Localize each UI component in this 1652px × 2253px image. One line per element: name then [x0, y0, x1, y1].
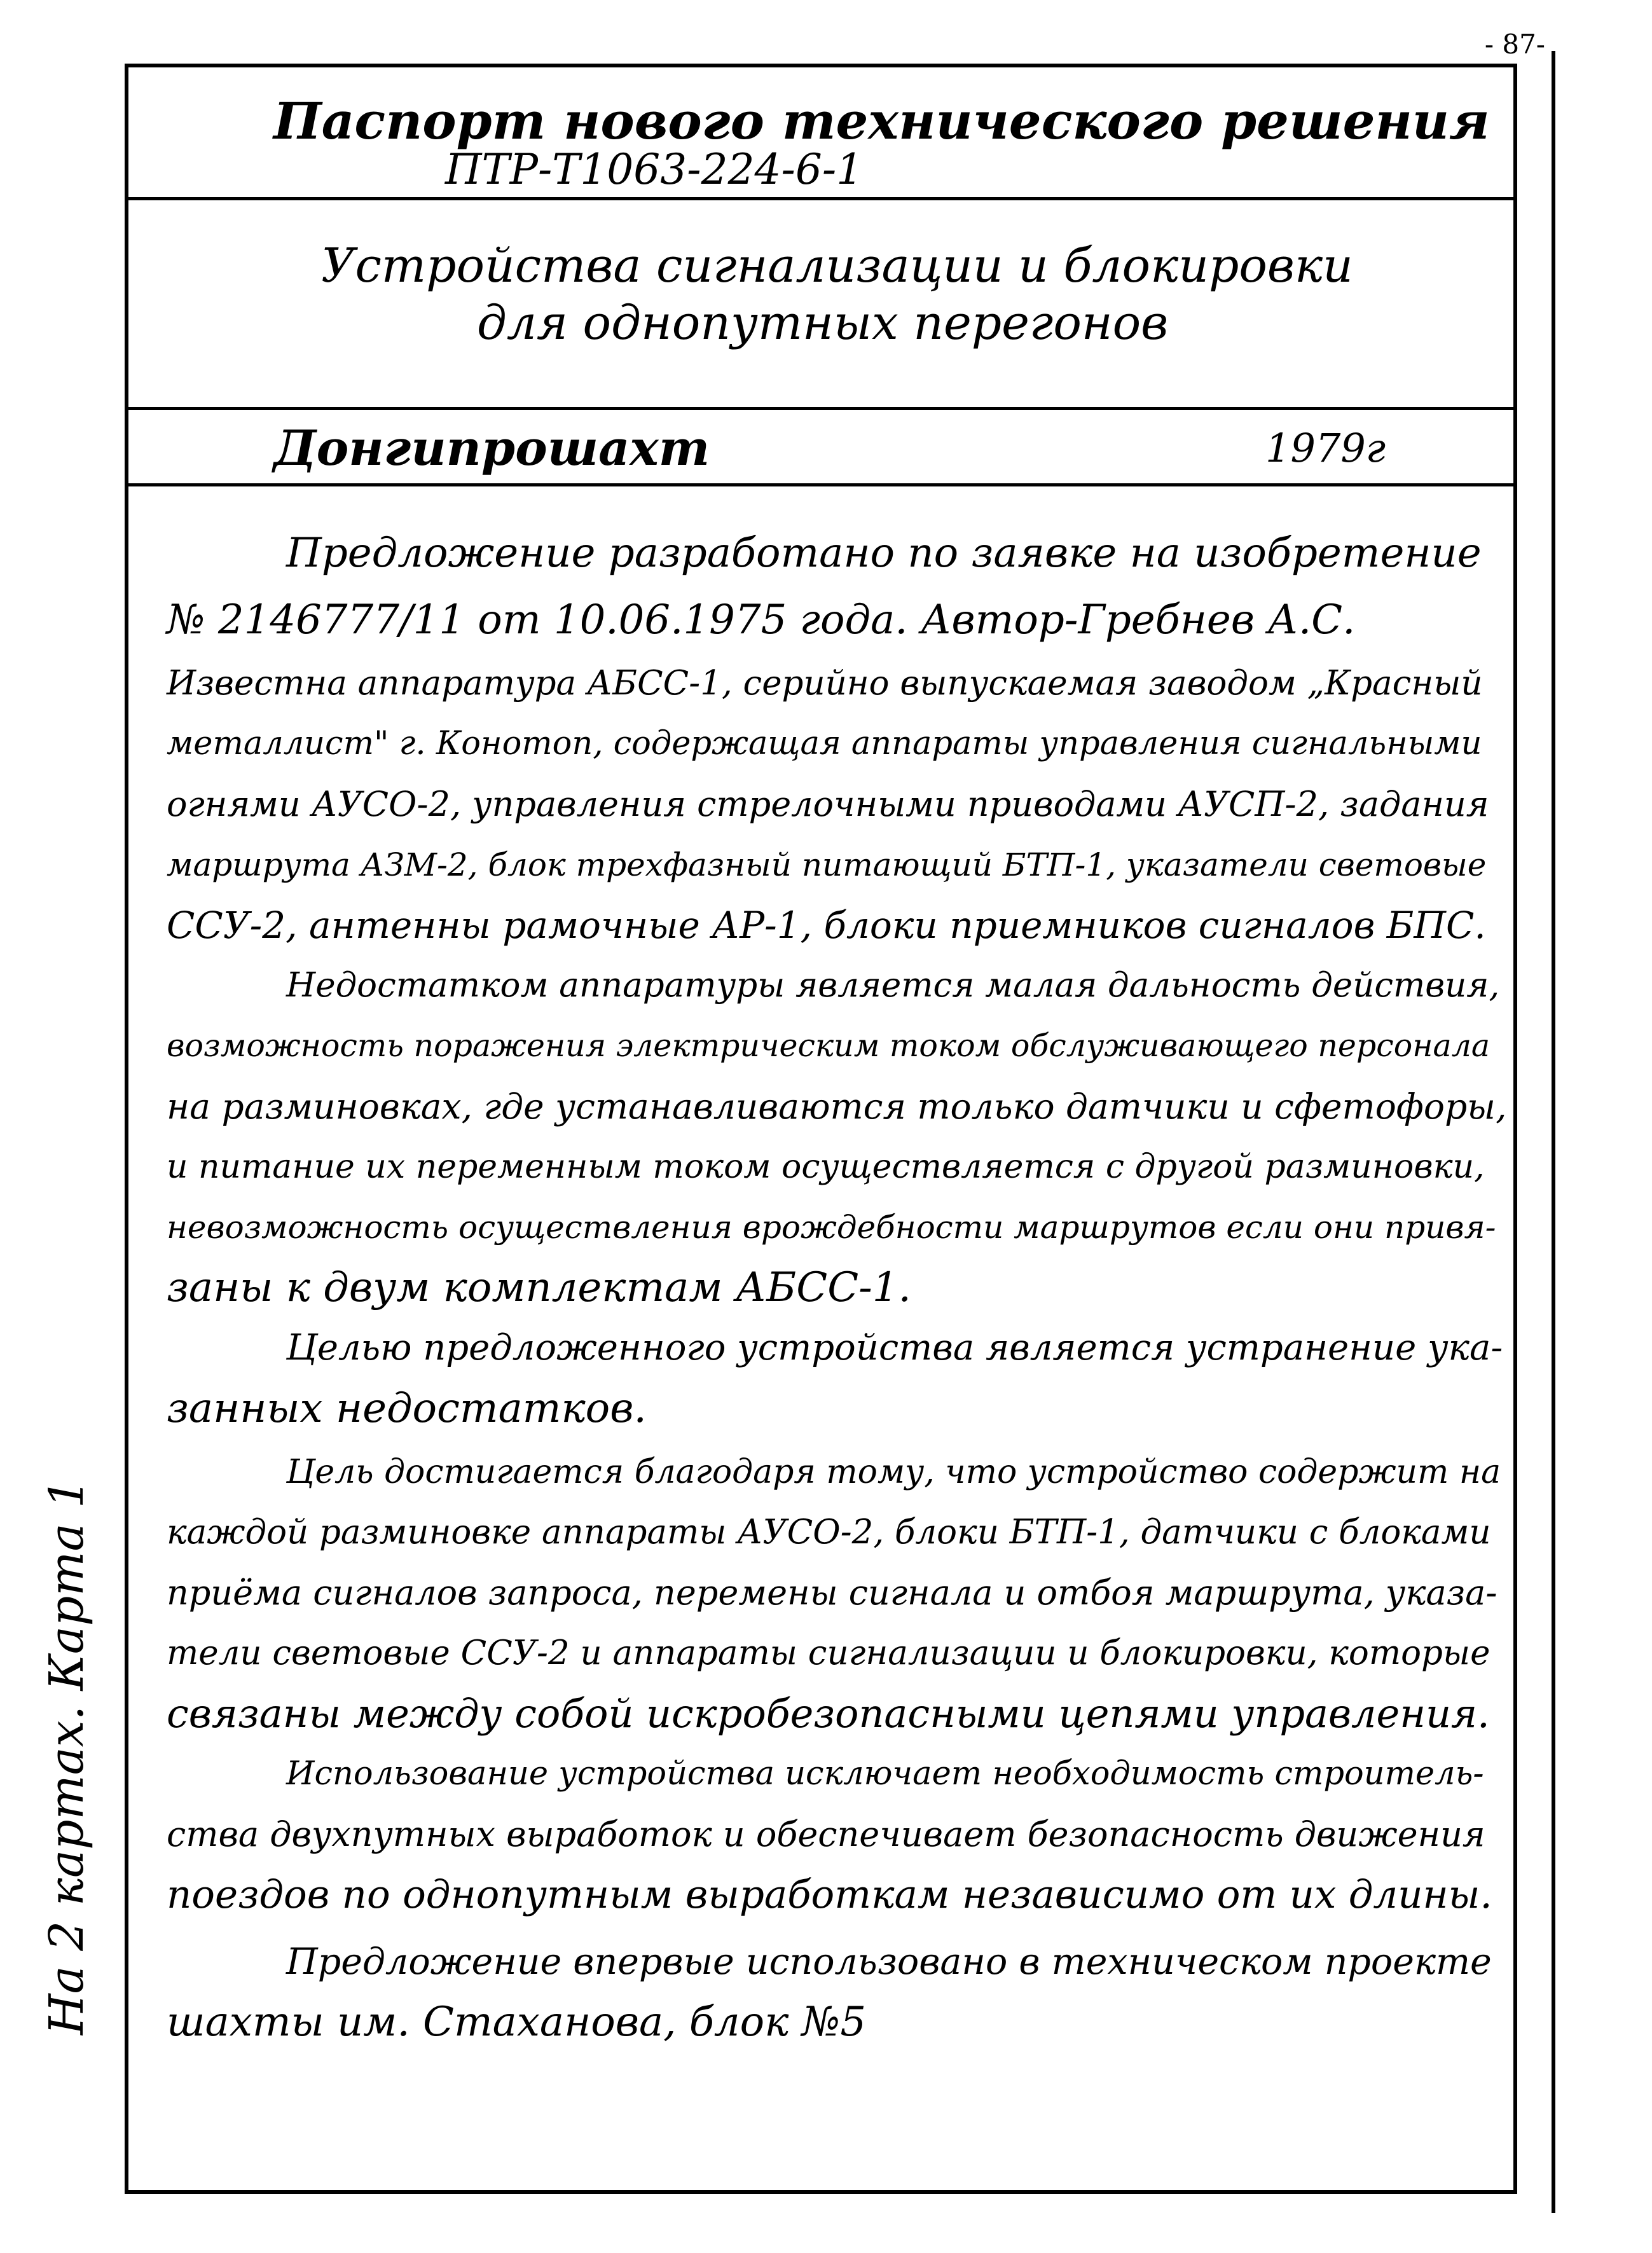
body-line: Предложение разработано по заявке на изобретение: [286, 530, 1482, 577]
body-line: невозможность осуществления врождебности маршрутов если они привя-: [167, 1209, 1496, 1246]
body-line: связаны между собой искробезопасными цепями управления.: [167, 1690, 1490, 1737]
subject-line-1: Устройства сигнализации и блокировки: [321, 238, 1353, 293]
body-line: каждой разминовке аппараты АУСО-2, блоки БТП-1, датчики с блоками: [167, 1513, 1491, 1552]
body-line: огнями АУСО-2, управления стрелочными приводами АУСП-2, задания: [167, 784, 1489, 824]
body-line: Недостатком аппаратуры является малая дальность действия,: [286, 966, 1500, 1005]
body-line: Известна аппаратура АБСС-1, серийно выпускаемая заводом „Красный: [167, 664, 1483, 703]
organization-name: Донгипрошахт: [273, 420, 710, 476]
body-line: поездов по однопутным выработкам независимо от их длины.: [167, 1872, 1492, 1917]
organization-year: 1979г: [1265, 425, 1386, 471]
body-line: металлист" г. Конотоп, содержащая аппараты управления сигнальными: [167, 725, 1482, 762]
body-line: маршрута АЗМ-2, блок трехфазный питающий БТП-1, указатели световые: [167, 846, 1487, 883]
body-line: шахты им. Стаханова, блок №5: [167, 1999, 867, 2046]
body-line: ства двухпутных выработок и обеспечивает безопасность движения: [167, 1814, 1485, 1854]
body-line: занных недостатков.: [167, 1385, 647, 1432]
body-line: и питание их переменным током осуществляется с другой разминовки,: [167, 1148, 1485, 1186]
document-code: ПТР-Т1063-224-6-1: [445, 145, 864, 194]
body-line: № 2146777/11 от 10.06.1975 года. Автор-Гребнев А.С.: [167, 596, 1356, 644]
body-line: возможность поражения электрическим током обслуживающего персонала: [167, 1028, 1490, 1064]
body-line: Цель достигается благодаря тому, что устройство содержит на: [286, 1453, 1501, 1491]
body-line: приёма сигналов запроса, перемены сигнала и отбоя маршрута, указа-: [167, 1573, 1497, 1613]
body-line: Предложение впервые использовано в техническом проекте: [286, 1941, 1492, 1983]
body-line: заны к двум комплектам АБСС-1.: [167, 1264, 911, 1311]
page-number: - 87-: [1484, 29, 1545, 60]
body-line: Использование устройства исключает необходимость строитель-: [286, 1755, 1484, 1793]
body-line: Целью предложенного устройства является устранение ука-: [286, 1327, 1503, 1368]
body-line: тели световые ССУ-2 и аппараты сигнализации и блокировки, которые: [167, 1634, 1490, 1672]
body-line: на разминовках, где устанавливаются только датчики и сфетофоры,: [167, 1086, 1507, 1127]
document-title: Паспорт нового технического решения: [273, 91, 1490, 151]
margin-note: На 2 картах. Карта 1: [39, 1478, 94, 2035]
frame-shadow-line: [1552, 51, 1555, 2213]
subject-line-2: для однопутных перегонов: [477, 296, 1169, 350]
body-line: ССУ-2, антенны рамочные АР-1, блоки приемников сигналов БПС.: [167, 904, 1486, 947]
